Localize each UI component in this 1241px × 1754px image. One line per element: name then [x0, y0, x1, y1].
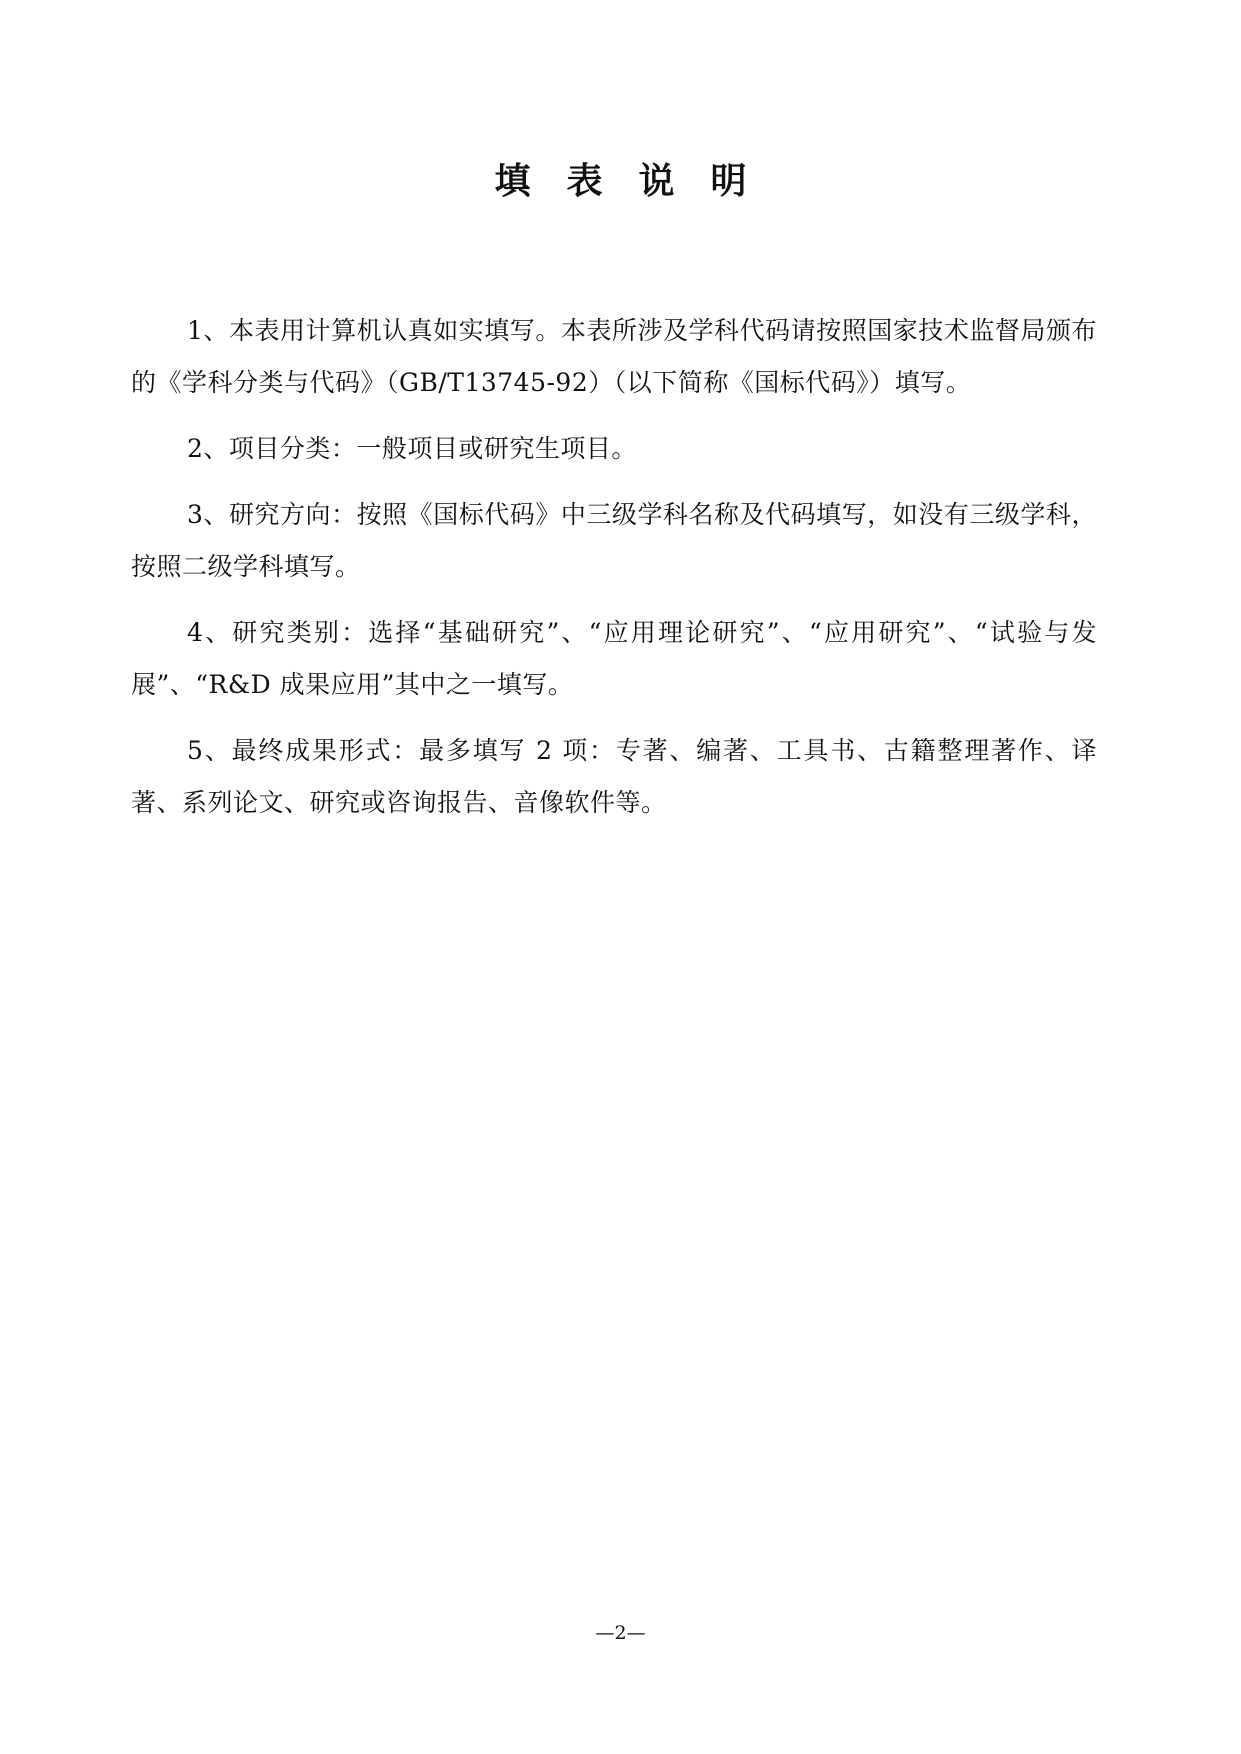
instruction-paragraph-3: 3、研究方向：按照《国标代码》中三级学科名称及代码填写，如没有三级学科，按照二级学科填写。	[131, 500, 1097, 581]
instruction-paragraph-4: 4、研究类别：选择“基础研究”、“应用理论研究”、“应用研究”、“试验与发展”、“R&D 成果应用”其中之一填写。	[131, 618, 1097, 699]
instruction-paragraph-1: 1、本表用计算机认真如实填写。本表所涉及学科代码请按照国家技术监督局颁布的《学科分类与代码》（GB/T13745-92）（以下简称《国标代码》）填写。	[131, 316, 1097, 397]
page-title: 填表说明	[494, 161, 783, 202]
instruction-paragraph-2: 2、项目分类：一般项目或研究生项目。	[187, 434, 637, 463]
instruction-paragraph-5: 5、最终成果形式：最多填写 2 项：专著、编著、工具书、古籍整理著作、译著、系列论文、研究或咨询报告、音像软件等。	[131, 736, 1097, 817]
page-number: —2—	[595, 1622, 646, 1644]
instructions-body	[131, 305, 1097, 843]
